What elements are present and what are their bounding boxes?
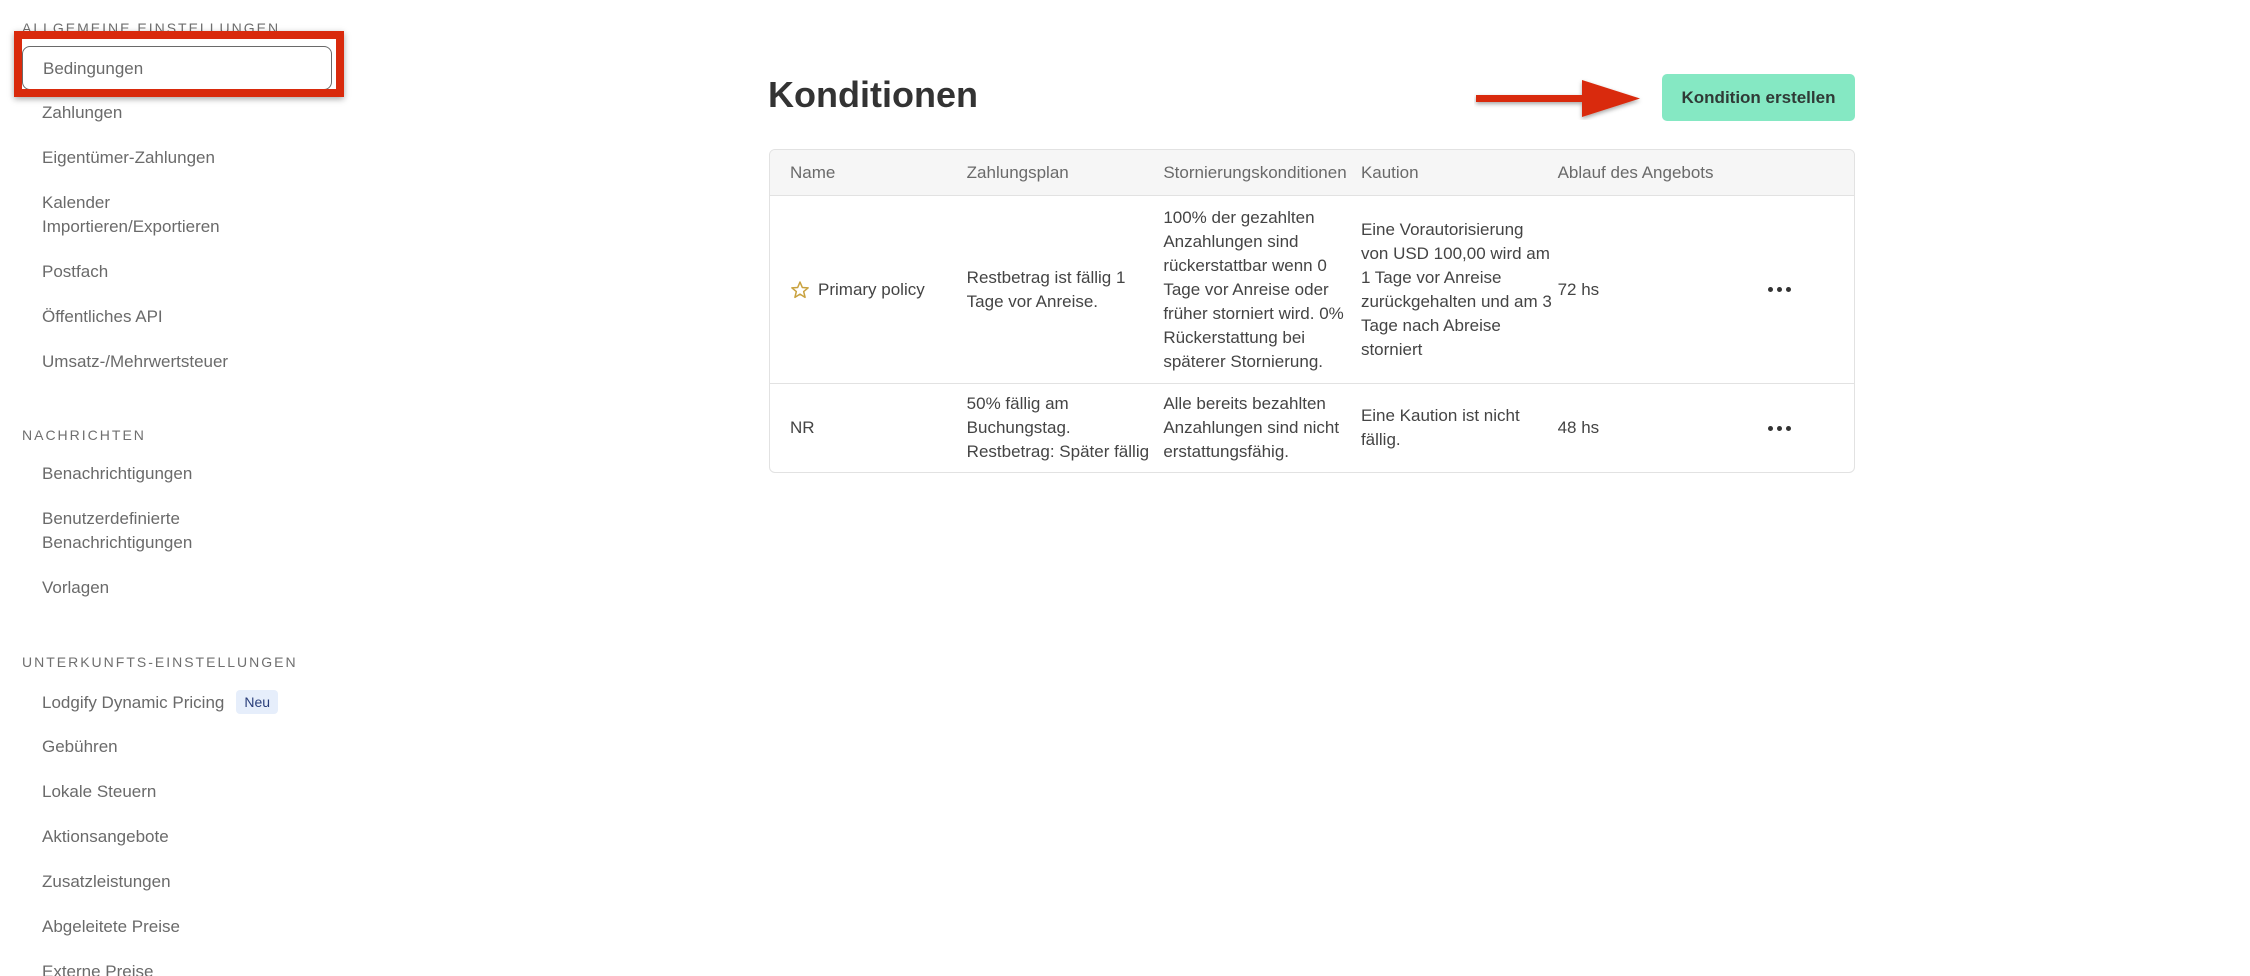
cell-payment-plan: Restbetrag ist fällig 1 Tage vor Anreise. xyxy=(966,267,1126,311)
star-icon[interactable] xyxy=(790,280,810,300)
column-header-payment-plan[interactable]: Zahlungsplan xyxy=(966,162,1069,182)
cell-name xyxy=(770,278,967,302)
cell-name xyxy=(770,416,967,440)
dot-icon xyxy=(1768,426,1773,431)
cell-cancellation: 100% der gezahlten Anzahlungen sind rückerstattbar wenn 0 Tage vor Anreise oder früher storniert wird. 0% Rückerstattung bei späterer Stornierung. xyxy=(1163,207,1344,371)
policy-name: NR xyxy=(790,418,815,437)
sidebar-item-sales-tax[interactable]: Umsatz-/Mehrwertsteuer xyxy=(42,352,229,371)
section-title-general: ALLGEMEINE EINSTELLUNGEN xyxy=(22,20,281,36)
policy-name: Primary policy xyxy=(818,279,925,299)
create-condition-button[interactable]: Kondition erstellen xyxy=(1662,74,1855,121)
table-row[interactable] xyxy=(770,384,1854,472)
sidebar-item-external-prices[interactable]: Externe Preise xyxy=(42,962,154,976)
section-title-property-settings: UNTERKUNFTS-EINSTELLUNGEN xyxy=(22,654,298,670)
sidebar-item-dynamic-pricing[interactable] xyxy=(42,690,332,715)
dot-icon xyxy=(1768,287,1773,292)
sidebar-item-custom-notifications[interactable]: Benutzerdefinierte Benachrichtigungen xyxy=(42,509,193,552)
sidebar-item-conditions[interactable]: Bedingungen xyxy=(22,46,332,90)
conditions-table xyxy=(769,149,1855,473)
cell-payment-plan: 50% fällig am Buchungstag. Restbetrag: Später fällig xyxy=(966,394,1150,461)
annotation-arrow-icon xyxy=(1474,78,1644,120)
sidebar-item-owner-payments[interactable]: Eigentümer-Zahlungen xyxy=(42,148,215,167)
sidebar-item-local-taxes[interactable]: Lokale Steuern xyxy=(42,782,157,801)
column-header-cancellation[interactable]: Stornierungskonditionen xyxy=(1163,162,1347,182)
new-badge: Neu xyxy=(236,690,278,714)
more-options-button[interactable] xyxy=(1762,422,1797,435)
cell-offer-expiry: 48 hs xyxy=(1557,418,1600,437)
cell-actions xyxy=(1762,283,1854,296)
column-header-deposit[interactable]: Kaution xyxy=(1360,162,1419,182)
more-options-button[interactable] xyxy=(1762,283,1797,296)
dot-icon xyxy=(1786,287,1791,292)
sidebar-item-inbox[interactable]: Postfach xyxy=(42,262,109,281)
dot-icon xyxy=(1786,426,1791,431)
sidebar-item-payments[interactable]: Zahlungen xyxy=(42,103,123,122)
table-row[interactable] xyxy=(770,196,1854,384)
table-header xyxy=(770,150,1854,196)
cell-cancellation: Alle bereits bezahlten Anzahlungen sind nicht erstattungsfähig. xyxy=(1163,394,1340,461)
cell-deposit: Eine Vorautorisierung von USD 100,00 wird am 1 Tage vor Anreise zurückgehalten und am 3 Tage nach Abreise storniert xyxy=(1360,219,1552,359)
column-header-offer-expiry[interactable]: Ablauf des Angebots xyxy=(1557,162,1714,182)
sidebar-item-fees[interactable]: Gebühren xyxy=(42,737,118,756)
dot-icon xyxy=(1777,426,1782,431)
column-header-name[interactable]: Name xyxy=(790,162,836,182)
cell-actions xyxy=(1762,422,1854,435)
section-title-messages: NACHRICHTEN xyxy=(22,427,146,443)
sidebar-item-derived-prices[interactable]: Abgeleitete Preise xyxy=(42,917,180,936)
sidebar-item-promotions[interactable]: Aktionsangebote xyxy=(42,827,169,846)
page-title: Konditionen xyxy=(768,74,978,115)
sidebar-item-public-api[interactable]: Öffentliches API xyxy=(42,307,163,326)
sidebar-item-notifications[interactable]: Benachrichtigungen xyxy=(42,464,193,483)
dot-icon xyxy=(1777,287,1782,292)
sidebar-item-label: Lodgify Dynamic Pricing xyxy=(42,693,225,712)
cell-deposit: Eine Kaution ist nicht fällig. xyxy=(1360,406,1520,449)
sidebar-item-add-ons[interactable]: Zusatzleistungen xyxy=(42,872,171,891)
sidebar-item-calendar-import-export[interactable]: Kalender Importieren/Exportieren xyxy=(42,193,220,236)
sidebar-item-templates[interactable]: Vorlagen xyxy=(42,578,110,597)
cell-offer-expiry: 72 hs xyxy=(1557,279,1600,299)
settings-sidebar xyxy=(0,0,360,976)
